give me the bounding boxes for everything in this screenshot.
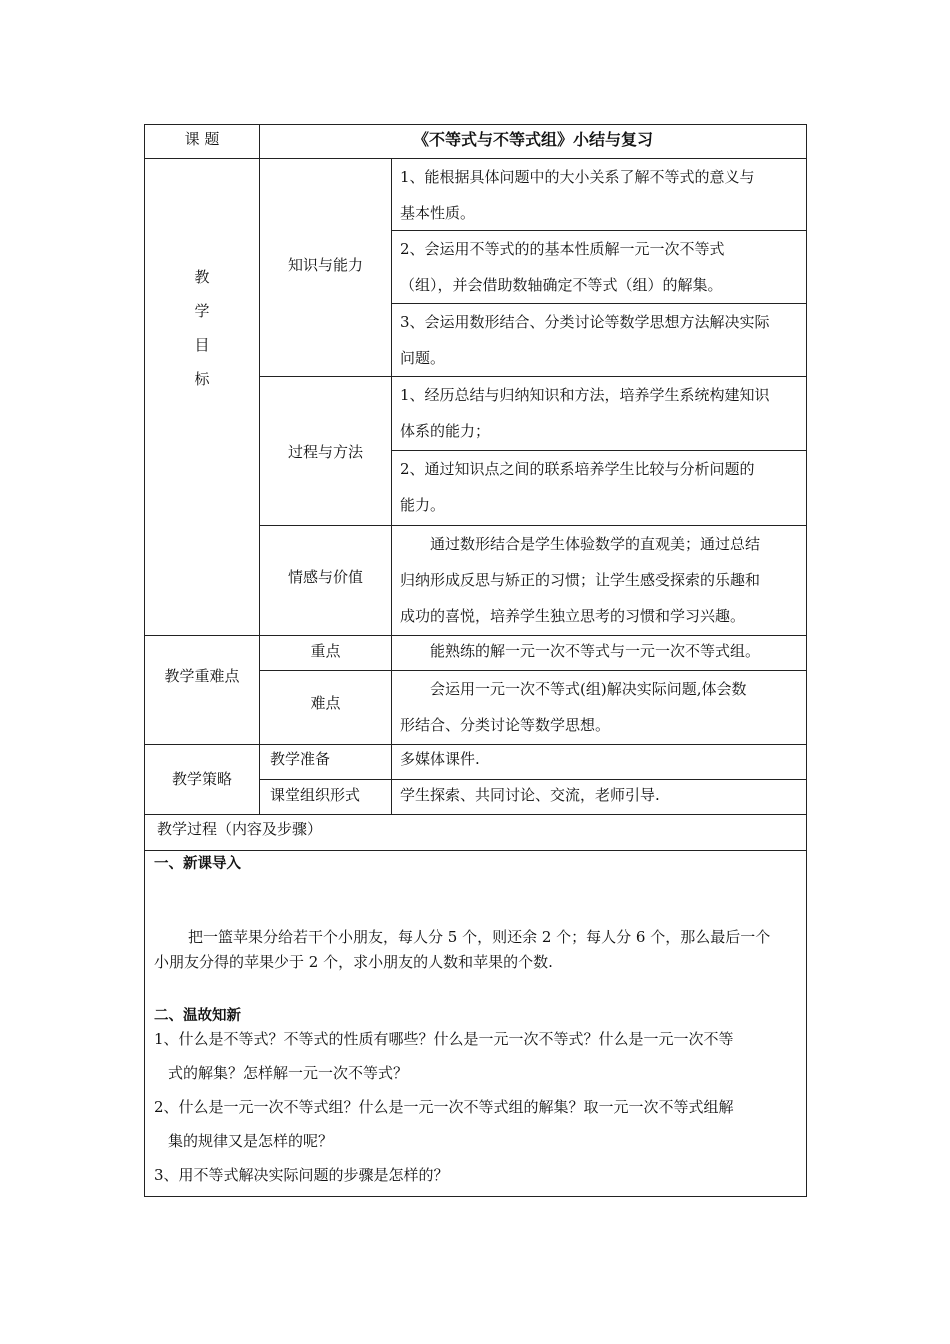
section1-heading: 一、新课导入	[154, 856, 241, 872]
key-label-cell: 重点	[259, 635, 392, 671]
strategy-label: 教学策略	[171, 770, 232, 788]
org-label-cell: 课堂组织形式	[259, 779, 392, 815]
lesson-plan-table	[144, 124, 807, 1197]
knowledge-item-3: 3、会运用数形结合、分类讨论等数学思想方法解决实际 问题。	[391, 303, 807, 377]
objectives-label: 教 学 目 标	[194, 268, 210, 388]
process-item-1: 1、经历总结与归纳知识和方法，培养学生系统构建知识 体系的能力；	[391, 376, 807, 451]
process-title-cell	[144, 814, 807, 851]
knowledge-item-2: 2、会运用不等式的的基本性质解一元一次不等式 （组），并会借助数轴确定不等式（组）的解集。	[391, 230, 807, 304]
process-title: 教学过程（内容及步骤）	[157, 820, 323, 838]
section2-heading: 二、温故知新	[154, 1008, 241, 1024]
topic-title: 《不等式与不等式组》小结与复习	[412, 130, 653, 149]
keypoints-label: 教学重难点	[164, 667, 240, 685]
topic-title-cell	[259, 124, 807, 159]
strategy-label-cell	[144, 744, 260, 815]
prep-label-cell: 教学准备	[259, 744, 392, 780]
objectives-label-cell	[144, 158, 260, 636]
knowledge-label-cell	[259, 158, 392, 377]
prep-value-cell: 多媒体课件.	[391, 744, 807, 780]
emotion-text-cell: 通过数形结合是学生体验数学的直观美；通过总结 归纳形成反思与矫正的习惯；让学生感受探索的乐趣和 成功的喜悦，培养学生独立思考的习惯和学习兴趣。	[391, 525, 807, 636]
knowledge-label: 知识与能力	[287, 256, 363, 274]
emotion-label: 情感与价值	[287, 568, 363, 586]
topic-label-cell	[144, 124, 260, 159]
key-text-cell: 能熟练的解一元一次不等式与一元一次不等式组。	[391, 635, 807, 671]
hard-label-cell: 难点	[259, 670, 392, 745]
emotion-label-cell	[259, 525, 392, 636]
org-value-cell: 学生探索、共同讨论、交流，老师引导.	[391, 779, 807, 815]
knowledge-item-1: 1、能根据具体问题中的大小关系了解不等式的意义与 基本性质。	[391, 158, 807, 231]
hard-text-cell: 会运用一元一次不等式(组)解决实际问题,体会数 形结合、分类讨论等数学思想。	[391, 670, 807, 745]
keypoints-label-cell	[144, 635, 260, 745]
process-item-2: 2、通过知识点之间的联系培养学生比较与分析问题的 能力。	[391, 450, 807, 526]
process-label: 过程与方法	[287, 443, 363, 461]
topic-label: 课 题	[184, 130, 220, 148]
process-label-cell	[259, 376, 392, 526]
process-content-cell: 一、新课导入 把一篮苹果分给若干个小朋友，每人分 5 个，则还余 2 个；每人分 6 个，那么最后一个 小朋友分得的苹果少于 2 个，求小朋友的人数和苹果的个数. 二、温故知新 1、什么是不等式？不等式的性质有哪些？什么是一元一次不等式？什么是一元一次不等 式的解集？怎样解一元一次不等式？ 2、什么是一元一次不等式组？什么是一元一次不等式组的解集？取一元一次不等式组解 集的规律又是怎样的呢？ 3、用不等式解决实际问题的步骤是怎样的？	[144, 850, 807, 1197]
